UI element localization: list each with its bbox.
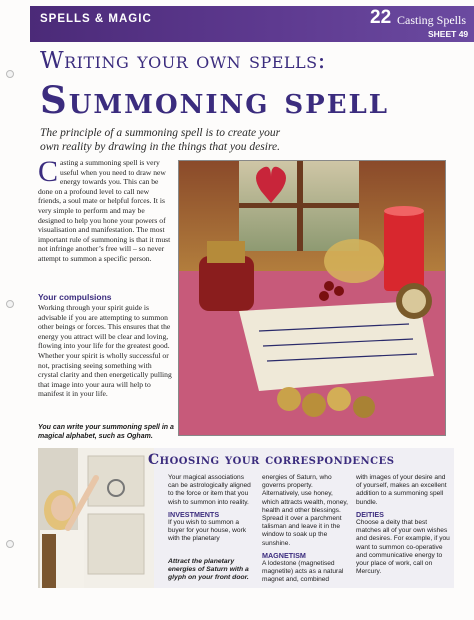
still-life-illustration	[179, 161, 446, 436]
deities-heading: DEITIES	[356, 509, 384, 519]
body-paragraph-2: Working through your spirit guide is advisable if you are attempting to summon other beings or forces. This ensures that the energy you attract will be clear and loving, flowing into your life for the greatest good. Whether your spirit is wholly successful or not, practising seeing something with crystal clarity and then energetically pulling that image into your aura will help to manifest it in your life.	[38, 303, 172, 399]
woman-at-door-illustration	[38, 448, 154, 588]
front-door-caption: Attract the planetary energies of Saturn with a glyph on your front door.	[168, 558, 249, 581]
correspondences-title: Choosing your correspondences	[148, 452, 395, 468]
saturn-text: energies of Saturn, who governs property. Alternatively, use honey, which attracts wealth, money, health and other blessings. Spread it over a parchment talisman and leave it in the window to soak up the sunshine.	[262, 474, 348, 547]
issue-number: 22	[370, 7, 392, 28]
correspondences-intro: Your magical associations can be astrologically aligned to the force or item that you wish to summon into reality.	[168, 474, 251, 506]
correspondences-column-3	[356, 474, 452, 576]
correspondences-column-2	[262, 474, 350, 585]
page-title-line2: Summoning spell	[40, 78, 390, 122]
deities-text: Choose a deity that best matches all of your own wishes and desires. For example, if you want to summon co-operative and communicative energy to your place of work, call on Mercury.	[356, 519, 450, 576]
punch-hole	[6, 70, 14, 78]
spell-still-life-photo	[178, 160, 446, 436]
punch-hole	[6, 540, 14, 548]
drop-cap: C	[38, 155, 59, 188]
lodestone-text: with images of your desire and of yourself, makes an excellent addition to a summoning spell bundle.	[356, 474, 447, 506]
intro-text: The principle of a summoning spell is to create your own reality by drawing in the things that you desire.	[40, 127, 281, 153]
section-title: Casting Spells	[397, 13, 467, 27]
investments-text: If you wish to summon a buyer for your house, work with the planetary	[168, 519, 247, 543]
section-label: SPELLS & MAGIC	[40, 13, 152, 25]
sheet-number: SHEET 49	[428, 29, 469, 39]
correspondences-column-1	[168, 474, 256, 544]
subheading-compulsions: Your compulsions	[38, 292, 112, 302]
photo-caption: You can write your summoning spell in a magical alphabet, such as Ogham.	[38, 424, 174, 440]
investments-heading: INVESTMENTS	[168, 509, 220, 519]
body-paragraph-1	[38, 155, 172, 264]
punch-hole	[6, 300, 14, 308]
magnetism-text: A lodestone (magnetised magnetite) acts as a natural magnet and, combined	[262, 560, 344, 584]
front-door-photo	[38, 448, 154, 588]
page-title-line1: Writing your own spells:	[40, 48, 326, 74]
header-band	[30, 6, 474, 42]
magnetism-heading: MAGNETISM	[262, 550, 306, 560]
body-text-1: asting a summoning spell is very useful when you need to draw new energy towards you. This can be done on a profound level to call new friends, a soul mate or helpful forces. It is very simple to perform and may be designed to help you hone your powers of visualisation and manifestation. The most important rule of summoning is that it must not infringe another’s free will – so never attempt to summon a specific person.	[38, 158, 171, 263]
